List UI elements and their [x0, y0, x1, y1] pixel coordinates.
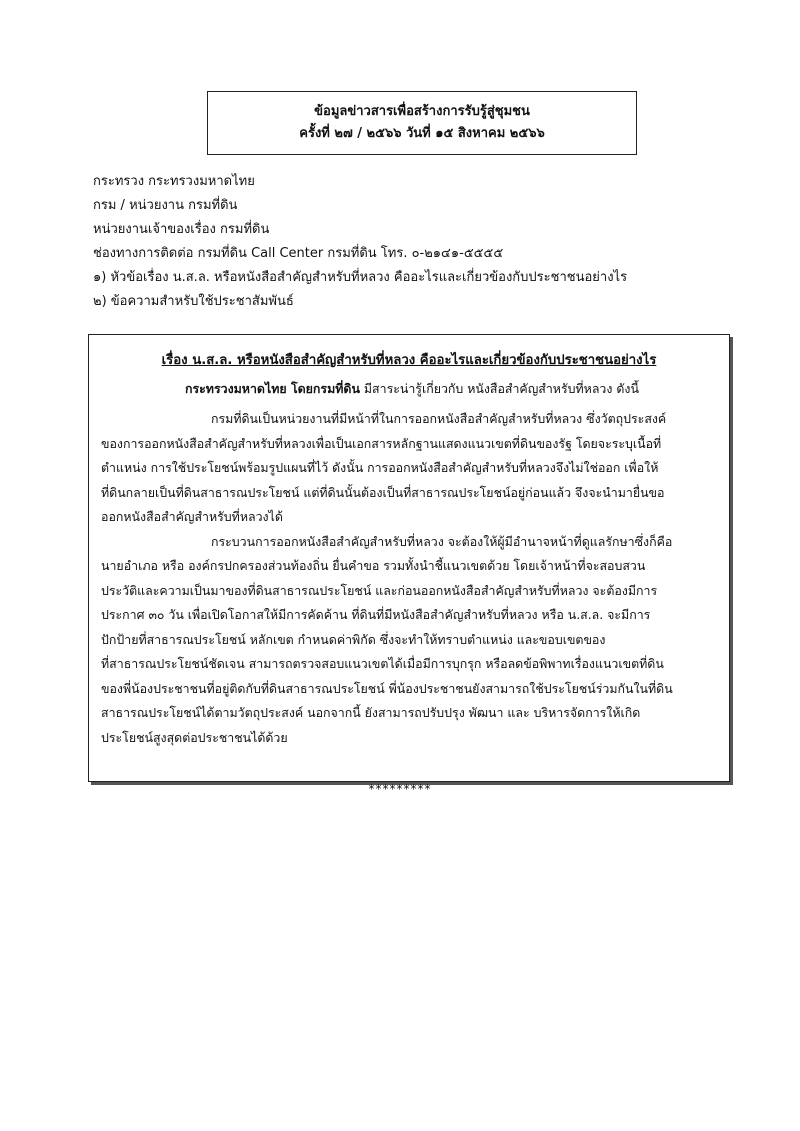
- paragraph-line: นายอำเภอ หรือ องค์กรปกครองส่วนท้องถิ่น ยื่นคำขอ รวมทั้งนำชี้แนวเขตด้วย โดยเจ้าหน้าที่จะสอบสวน: [101, 558, 646, 573]
- paragraph-line: ประโยชน์สูงสุดต่อประชาชนได้ด้วย: [101, 729, 288, 745]
- paragraph-line: ของการออกหนังสือสำคัญสำหรับที่หลวงเพื่อเป็นเอกสารหลักฐานแสดงแนวเขตที่ดินของรัฐ โดยจะระบุเนื้อที่: [101, 435, 662, 451]
- paragraph-line: ที่สาธารณประโยชน์ชัดเจน สามารถตรวจสอบแนวเขตได้เมื่อมีการบุกรุก หรือลดข้อพิพาทเรื่องแนวเขตที่ดิน: [101, 656, 664, 671]
- paragraph-line: สาธารณประโยชน์ได้ตามวัตถุประสงค์ นอกจากนี้ ยังสามารถปรับปรุง พัฒนา และ บริหารจัดการให้เกิด: [101, 705, 641, 720]
- meta-contact: ช่องทางการติดต่อ กรมที่ดิน Call Center กรมที่ดิน โทร. ๐-๒๑๔๑-๕๕๕๕: [93, 246, 504, 261]
- meta-info: [93, 170, 627, 314]
- header-title: ข้อมูลข่าวสารเพื่อสร้างการรับรู้สู่ชุมชน: [314, 104, 530, 119]
- header-box: [207, 91, 637, 155]
- paragraph-line: ที่ดินกลายเป็นที่ดินสาธารณประโยชน์ แต่ที่ดินนั้นต้องเป็นที่สาธารณประโยชน์อยู่ก่อนแล้ว จึงจะนำมายื่นขอ: [101, 484, 665, 500]
- header-issue-date: ครั้งที่ ๒๗ / ๒๕๖๖ วันที่ ๑๕ สิงหาคม ๒๕๖๖: [299, 126, 545, 141]
- paragraph-line: ประวัติและความเป็นมาของที่ดินสาธารณประโยชน์ และก่อนออกหนังสือสำคัญสำหรับที่หลวง จะต้องมีการ: [101, 582, 658, 598]
- content-intro: [185, 380, 717, 399]
- paragraph-line: ปักป้ายที่สาธารณประโยชน์ หลักเขต กำหนดค่าพิกัด ซึ่งจะทำให้ทราบตำแหน่ง และขอบเขตของ: [101, 631, 606, 647]
- end-mark: *********: [368, 782, 432, 796]
- content-title: เรื่อง น.ส.ล. หรือหนังสือสำคัญสำหรับที่หลวง คืออะไรและเกี่ยวข้องกับประชาชนอย่างไร: [161, 353, 657, 368]
- intro-rest: มีสาระน่ารู้เกี่ยวกับ หนังสือสำคัญสำหรับที่หลวง ดังนี้: [359, 381, 639, 396]
- paragraph-1: [101, 407, 717, 530]
- meta-ministry: กระทรวง กระทรวงมหาดไทย: [93, 174, 255, 189]
- paragraph-line: ของพี่น้องประชาชนที่อยู่ติดกับที่ดินสาธารณประโยชน์ พี่น้องประชาชนยังสามารถใช้ประโยชน์ร่วมกันในที่ดิน: [101, 680, 673, 696]
- meta-topic-2: ๒) ข้อความสำหรับใช้ประชาสัมพันธ์: [93, 294, 294, 309]
- meta-topic-1: ๑) หัวข้อเรื่อง น.ส.ล. หรือหนังสือสำคัญสำหรับที่หลวง คืออะไรและเกี่ยวข้องกับประชาชนอย่างไร: [93, 270, 628, 285]
- paragraph-line: ตำแหน่ง การใช้ประโยชน์พร้อมรูปแผนที่ไว้ ดังนั้น การออกหนังสือสำคัญสำหรับที่หลวงจึงไม่ใช่ออก เพื่อให้: [101, 460, 659, 475]
- meta-owner: หน่วยงานเจ้าของเรื่อง กรมที่ดิน: [93, 222, 270, 237]
- intro-bold: กระทรวงมหาดไทย โดยกรมที่ดิน: [185, 381, 360, 396]
- paragraph-line: กระบวนการออกหนังสือสำคัญสำหรับที่หลวง จะต้องให้ผู้มีอำนาจหน้าที่ดูแลรักษาซึ่งก็คือ: [211, 533, 673, 549]
- content-box: [88, 334, 730, 782]
- meta-department: กรม / หน่วยงาน กรมที่ดิน: [93, 198, 238, 213]
- paragraph-line: กรมที่ดินเป็นหน่วยงานที่มีหน้าที่ในการออกหนังสือสำคัญสำหรับที่หลวง ซึ่งวัตถุประสงค์: [211, 411, 667, 426]
- paragraph-line: ออกหนังสือสำคัญสำหรับที่หลวงได้: [101, 509, 283, 524]
- paragraph-line: ประกาศ ๓๐ วัน เพื่อเปิดโอกาสให้มีการคัดค้าน ที่ดินที่มีหนังสือสำคัญสำหรับที่หลวง หรือ น.ส.ล. จะมีการ: [101, 607, 651, 622]
- paragraph-2: [101, 530, 717, 751]
